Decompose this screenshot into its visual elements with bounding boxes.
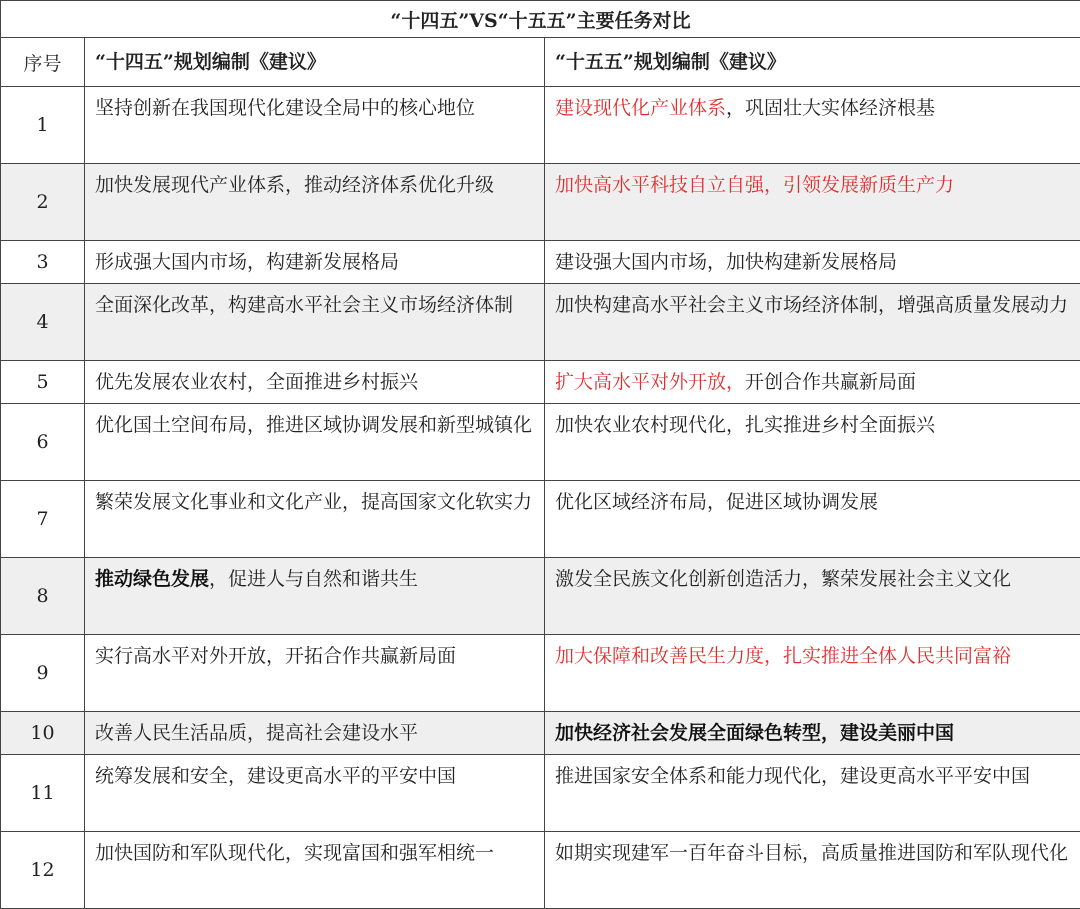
cell-15th-plan <box>545 635 1080 712</box>
cell-15th-plan <box>545 832 1080 909</box>
cell-text: 激发全民族文化创新创造活力，繁荣发展社会主义文化 <box>555 568 1012 590</box>
row-index: 11 <box>1 755 85 832</box>
cell-15th-plan <box>545 481 1080 558</box>
table-title: “十四五”VS“十五五”主要任务对比 <box>1 1 1080 38</box>
table-row <box>1 241 1080 284</box>
cell-text: 开创合作共赢新局面 <box>745 371 917 393</box>
cell-15th-plan <box>545 87 1080 164</box>
row-index: 4 <box>1 284 85 361</box>
row-index: 1 <box>1 87 85 164</box>
cell-text: 改善人民生活品质，提高社会建设水平 <box>95 722 419 744</box>
cell-14th-plan <box>85 361 545 404</box>
row-index: 7 <box>1 481 85 558</box>
cell-14th-plan <box>85 755 545 832</box>
table-row <box>1 404 1080 481</box>
cell-15th-plan <box>545 404 1080 481</box>
row-index: 5 <box>1 361 85 404</box>
cell-text: 坚持创新在我国现代化建设全局中的核心地位 <box>95 97 476 119</box>
cell-text: 建设强大国内市场，加快构建新发展格局 <box>555 251 898 273</box>
cell-text: 加快经济社会发展全面绿色转型，建设美丽中国 <box>555 722 955 744</box>
cell-text: 推进国家安全体系和能力现代化，建设更高水平平安中国 <box>555 765 1031 787</box>
cell-text: 扩大高水平对外开放， <box>555 371 746 393</box>
cell-text: 优先发展农业农村，全面推进乡村振兴 <box>95 371 419 393</box>
table-row <box>1 164 1080 241</box>
row-index: 3 <box>1 241 85 284</box>
cell-14th-plan <box>85 635 545 712</box>
table-row <box>1 635 1080 712</box>
cell-14th-plan <box>85 87 545 164</box>
header-index: 序号 <box>1 38 85 87</box>
cell-text: 优化区域经济布局，促进区域协调发展 <box>555 491 879 513</box>
cell-text: 加快构建高水平社会主义市场经济体制，增强高质量发展动力 <box>555 294 1069 316</box>
cell-15th-plan <box>545 284 1080 361</box>
cell-text: ，促进人与自然和谐共生 <box>209 568 419 590</box>
table-row <box>1 712 1080 755</box>
row-index: 8 <box>1 558 85 635</box>
row-index: 6 <box>1 404 85 481</box>
cell-text: 全面深化改革，构建高水平社会主义市场经济体制 <box>95 294 514 316</box>
header-15th-plan: “十五五”规划编制《建议》 <box>545 38 1080 87</box>
row-index: 9 <box>1 635 85 712</box>
header-14th-plan: “十四五”规划编制《建议》 <box>85 38 545 87</box>
cell-text: 形成强大国内市场，构建新发展格局 <box>95 251 400 273</box>
cell-text: 建设现代化产业体系 <box>555 97 727 119</box>
cell-14th-plan <box>85 558 545 635</box>
cell-14th-plan <box>85 241 545 284</box>
cell-text: 实行高水平对外开放，开拓合作共赢新局面 <box>95 645 457 667</box>
cell-text: 推动绿色发展 <box>95 568 210 590</box>
cell-15th-plan <box>545 361 1080 404</box>
cell-14th-plan <box>85 284 545 361</box>
table-row <box>1 755 1080 832</box>
cell-text: 统筹发展和安全，建设更高水平的平安中国 <box>95 765 457 787</box>
cell-15th-plan <box>545 241 1080 284</box>
cell-text: ，巩固壮大实体经济根基 <box>726 97 936 119</box>
cell-14th-plan <box>85 481 545 558</box>
table-row <box>1 284 1080 361</box>
cell-text: 加快国防和军队现代化，实现富国和强军相统一 <box>95 842 495 864</box>
table-row <box>1 481 1080 558</box>
cell-text: 加大保障和改善民生力度，扎实推进全体人民共同富裕 <box>555 645 1012 667</box>
row-index: 2 <box>1 164 85 241</box>
cell-15th-plan <box>545 755 1080 832</box>
cell-text: 优化国土空间布局，推进区域协调发展和新型城镇化 <box>95 414 533 436</box>
cell-14th-plan <box>85 404 545 481</box>
cell-text: 加快高水平科技自立自强，引领发展新质生产力 <box>555 174 955 196</box>
row-index: 10 <box>1 712 85 755</box>
cell-text: 加快农业农村现代化，扎实推进乡村全面振兴 <box>555 414 936 436</box>
table-row <box>1 832 1080 909</box>
cell-text: 加快发展现代产业体系，推动经济体系优化升级 <box>95 174 495 196</box>
cell-15th-plan <box>545 712 1080 755</box>
table-row <box>1 87 1080 164</box>
cell-14th-plan <box>85 164 545 241</box>
cell-text: 繁荣发展文化事业和文化产业，提高国家文化软实力 <box>95 491 533 513</box>
cell-text: 如期实现建军一百年奋斗目标，高质量推进国防和军队现代化 <box>555 842 1069 864</box>
table-row <box>1 558 1080 635</box>
cell-14th-plan <box>85 712 545 755</box>
cell-14th-plan <box>85 832 545 909</box>
table-body <box>1 87 1080 909</box>
table-row <box>1 361 1080 404</box>
row-index: 12 <box>1 832 85 909</box>
cell-15th-plan <box>545 164 1080 241</box>
cell-15th-plan <box>545 558 1080 635</box>
